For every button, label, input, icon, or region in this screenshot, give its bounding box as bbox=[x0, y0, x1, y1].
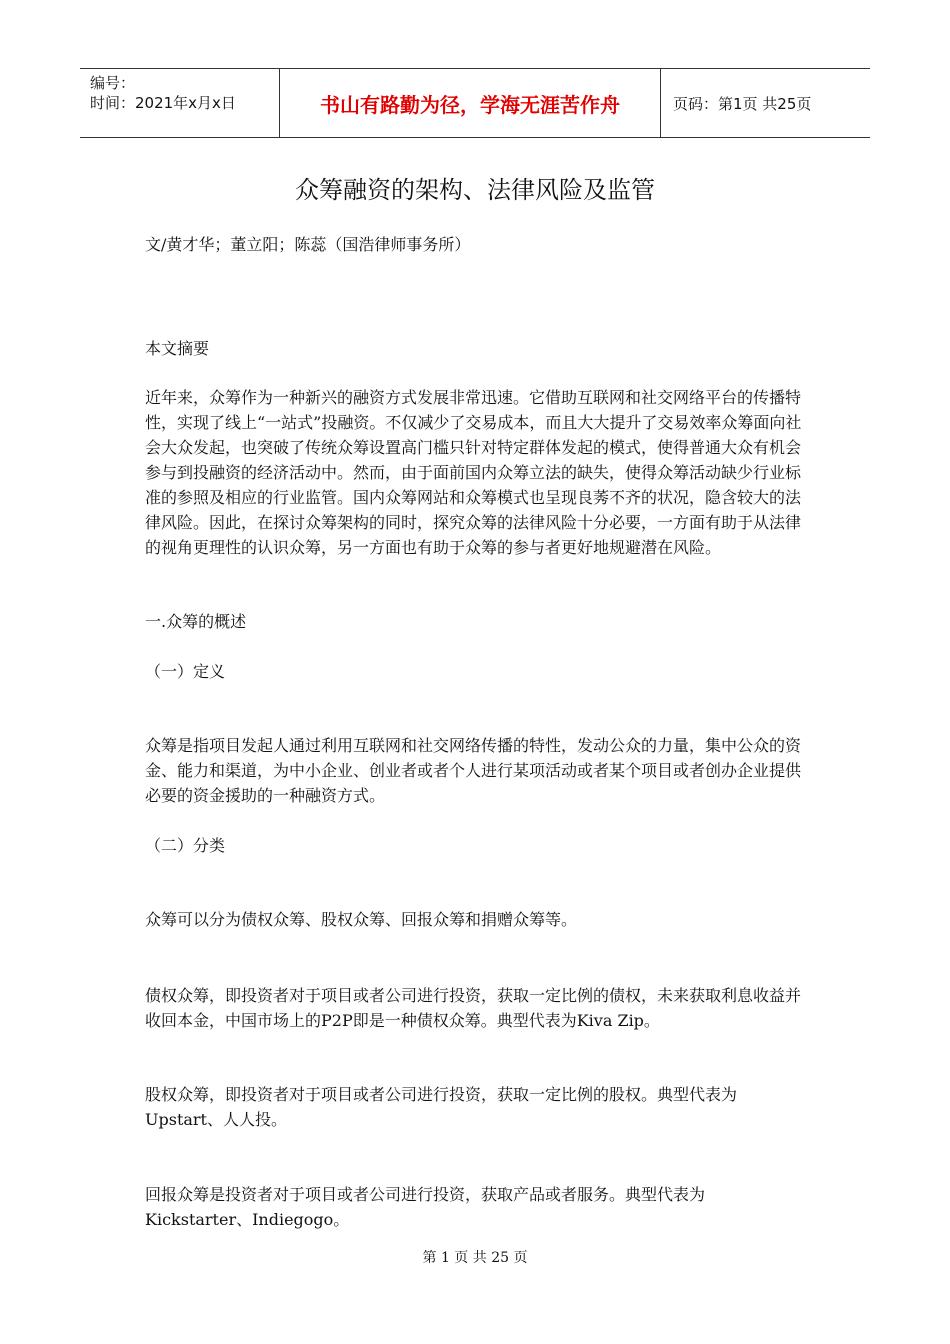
document-title: 众筹融资的架构、法律风险及监管 bbox=[295, 176, 655, 204]
header-meta bbox=[80, 69, 280, 137]
debt-crowdfunding-paragraph: 债权众筹，即投资者对于项目或者公司进行投资，获取一定比例的债权，未来获取利息收益并收回本金，中国市场上的P2P即是一种债权众筹。典型代表为Kiva Zip。 bbox=[145, 986, 802, 1030]
abstract-paragraph: 近年来，众筹作为一种新兴的融资方式发展非常迅速。它借助互联网和社交网络平台的传播特性，实现了线上“一站式”投融资。不仅减少了交易成本，而且大大提升了交易效率众筹面向社会大众发起，也突破了传统众筹设置高门槛只针对特定群体发起的模式，使得普通大众有机会参与到投融资的经济活动中。然而，由于面前国内众筹立法的缺失，使得众筹活动缺少行业标准的参照及相应的行业监管。国内众筹网站和众筹模式也呈现良莠不齐的状况，隐含较大的法律风险。因此，在探讨众筹架构的同时，探究众筹的法律风险十分必要，一方面有助于从法律的视角更理性的认识众筹，另一方面也有助于众筹的参与者更好地规避潜在风险。 bbox=[145, 388, 802, 557]
classification-intro: 众筹可以分为债权众筹、股权众筹、回报众筹和捐赠众筹等。 bbox=[145, 910, 578, 929]
header-page-info: 页码：第1页 共25页 bbox=[673, 94, 812, 113]
reward-crowdfunding-paragraph: 回报众筹是投资者对于项目或者公司进行投资，获取产品或者服务。典型代表为Kickstarter、Indiegogo。 bbox=[145, 1185, 706, 1229]
time-label: 时间：2021年x月x日 bbox=[90, 94, 236, 112]
definition-heading: （一）定义 bbox=[145, 662, 226, 681]
header-motto: 书山有路勤为径，学海无涯苦作舟 bbox=[280, 69, 661, 137]
equity-crowdfunding-paragraph: 股权众筹，即投资者对于项目或者公司进行投资，获取一定比例的股权。典型代表为Upstart、人人投。 bbox=[145, 1085, 738, 1129]
number-label: 编号： bbox=[90, 74, 136, 92]
author-line: 文/黄才华；董立阳；陈蕊（国浩律师事务所） bbox=[145, 235, 471, 254]
section1-heading: 一.众筹的概述 bbox=[145, 612, 247, 631]
page-footer: 第 1 页 共 25 页 bbox=[422, 1250, 528, 1266]
abstract-heading: 本文摘要 bbox=[145, 339, 210, 358]
definition-paragraph: 众筹是指项目发起人通过利用互联网和社交网络传播的特性，发动公众的力量，集中公众的资金、能力和渠道，为中小企业、创业者或者个人进行某项活动或者某个项目或者创办企业提供必要的资金援助的一种融资方式。 bbox=[145, 736, 802, 805]
document-header bbox=[80, 68, 870, 138]
classification-heading: （二）分类 bbox=[145, 836, 226, 855]
